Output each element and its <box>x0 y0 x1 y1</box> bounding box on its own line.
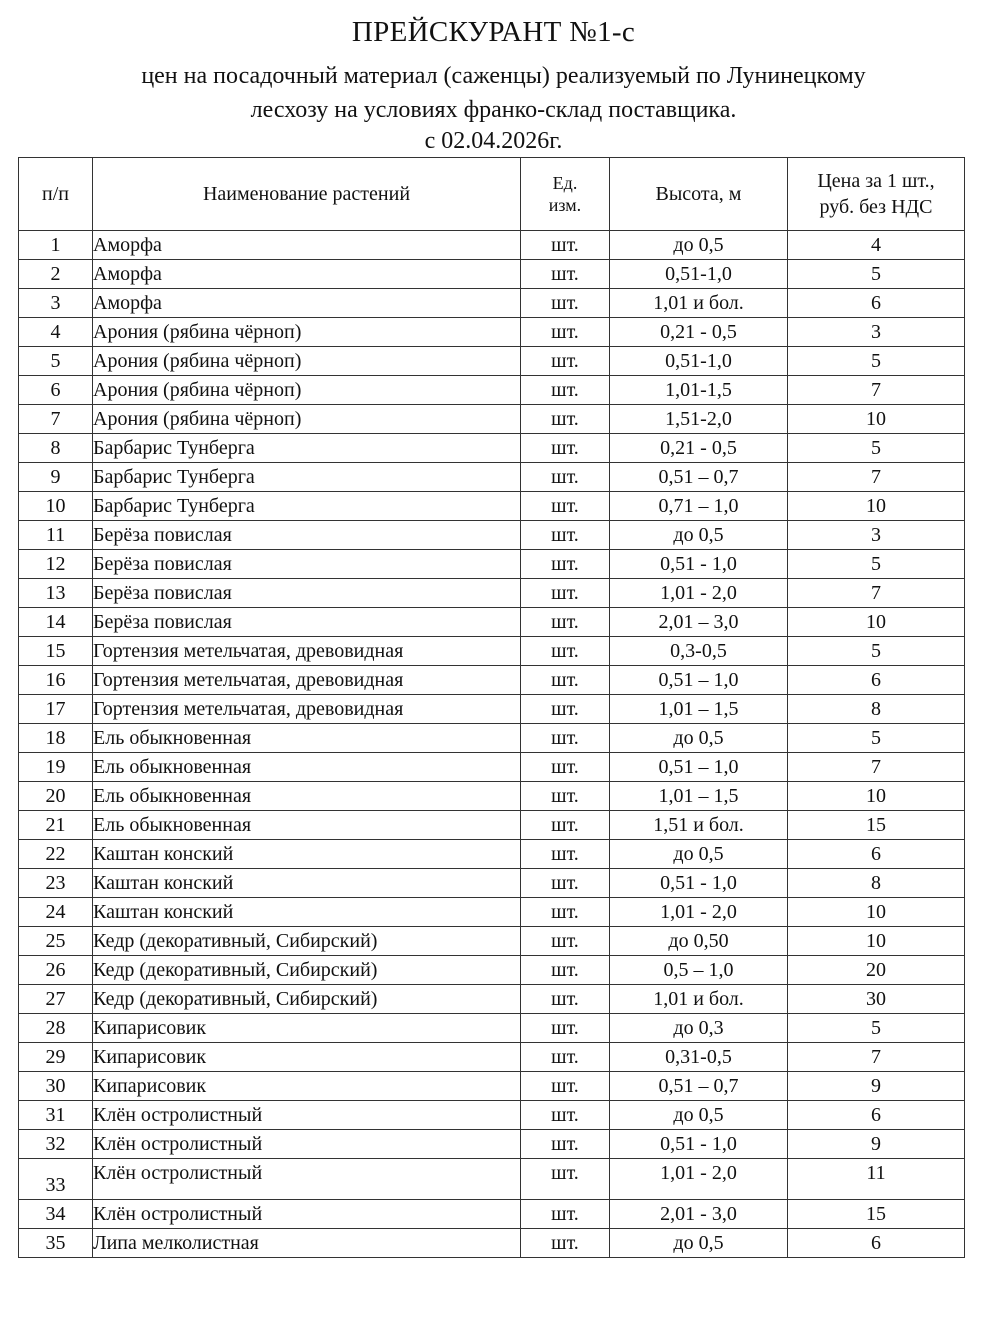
height-range-cell: 0,51 - 1,0 <box>610 550 788 579</box>
price-cell: 7 <box>788 463 965 492</box>
height-range-cell: до 0,5 <box>610 521 788 550</box>
height-range-cell: 0,21 - 0,5 <box>610 318 788 347</box>
unit-cell: шт. <box>521 1101 610 1130</box>
table-row <box>19 724 965 753</box>
table-row <box>19 1229 965 1258</box>
price-cell: 15 <box>788 811 965 840</box>
height-range-cell: 0,3-0,5 <box>610 637 788 666</box>
unit-cell: шт. <box>521 666 610 695</box>
table-row <box>19 550 965 579</box>
price-cell: 8 <box>788 695 965 724</box>
price-cell: 7 <box>788 376 965 405</box>
document-title: ПРЕЙСКУРАНТ №1-с <box>351 16 636 48</box>
plant-name-cell: Аморфа <box>93 231 521 260</box>
row-number-cell: 9 <box>19 463 93 492</box>
row-number-cell: 3 <box>19 289 93 318</box>
row-number-cell: 10 <box>19 492 93 521</box>
plant-name-cell: Берёза повислая <box>93 608 521 637</box>
height-range-cell: 0,51 – 0,7 <box>610 1072 788 1101</box>
plant-name-cell: Аморфа <box>93 289 521 318</box>
height-range-cell: 1,01 - 2,0 <box>610 579 788 608</box>
table-row <box>19 666 965 695</box>
unit-cell: шт. <box>521 492 610 521</box>
row-number-cell: 34 <box>19 1200 93 1229</box>
plant-name-cell: Барбарис Тунберга <box>93 463 521 492</box>
height-range-cell: 1,01 – 1,5 <box>610 695 788 724</box>
unit-cell: шт. <box>521 1043 610 1072</box>
unit-cell: шт. <box>521 1200 610 1229</box>
unit-cell: шт. <box>521 637 610 666</box>
price-cell: 11 <box>788 1159 965 1200</box>
row-number-cell: 1 <box>19 231 93 260</box>
price-cell: 5 <box>788 550 965 579</box>
row-number-cell: 17 <box>19 695 93 724</box>
height-range-cell: 0,21 - 0,5 <box>610 434 788 463</box>
table-row <box>19 985 965 1014</box>
plant-name-cell: Кедр (декоративный, Сибирский) <box>93 956 521 985</box>
unit-cell: шт. <box>521 231 610 260</box>
table-row <box>19 1130 965 1159</box>
row-number-cell: 26 <box>19 956 93 985</box>
height-range-cell: 1,01 - 2,0 <box>610 898 788 927</box>
price-cell: 7 <box>788 1043 965 1072</box>
row-number-cell: 14 <box>19 608 93 637</box>
unit-cell: шт. <box>521 985 610 1014</box>
plant-name-cell: Клён остролистный <box>93 1101 521 1130</box>
price-cell: 3 <box>788 318 965 347</box>
unit-cell: шт. <box>521 927 610 956</box>
table-row <box>19 434 965 463</box>
table-row <box>19 1043 965 1072</box>
table-row <box>19 405 965 434</box>
height-range-cell: 1,01 и бол. <box>610 985 788 1014</box>
plant-name-cell: Клён остролистный <box>93 1130 521 1159</box>
price-cell: 10 <box>788 405 965 434</box>
price-table-header <box>19 158 965 231</box>
height-range-cell: 0,51-1,0 <box>610 260 788 289</box>
height-range-cell: до 0,5 <box>610 231 788 260</box>
row-number-cell: 33 <box>19 1159 93 1200</box>
row-number-cell: 28 <box>19 1014 93 1043</box>
unit-cell: шт. <box>521 1130 610 1159</box>
row-number-cell: 16 <box>19 666 93 695</box>
table-row <box>19 318 965 347</box>
unit-cell: шт. <box>521 260 610 289</box>
unit-cell: шт. <box>521 521 610 550</box>
unit-cell: шт. <box>521 840 610 869</box>
plant-name-cell: Арония (рябина чёрноп) <box>93 376 521 405</box>
unit-cell: шт. <box>521 405 610 434</box>
height-range-cell: 1,51 и бол. <box>610 811 788 840</box>
height-range-cell: 1,01-1,5 <box>610 376 788 405</box>
header-num: п/п <box>19 158 93 231</box>
plant-name-cell: Кипарисовик <box>93 1014 521 1043</box>
price-table <box>18 157 965 1258</box>
row-number-cell: 25 <box>19 927 93 956</box>
price-cell: 10 <box>788 608 965 637</box>
plant-name-cell: Кипарисовик <box>93 1072 521 1101</box>
table-row <box>19 376 965 405</box>
unit-cell: шт. <box>521 956 610 985</box>
plant-name-cell: Клён остролистный <box>93 1159 521 1200</box>
row-number-cell: 24 <box>19 898 93 927</box>
table-row <box>19 1072 965 1101</box>
height-range-cell: до 0,5 <box>610 840 788 869</box>
row-number-cell: 23 <box>19 869 93 898</box>
plant-name-cell: Гортензия метельчатая, древовидная <box>93 637 521 666</box>
plant-name-cell: Каштан конский <box>93 840 521 869</box>
price-cell: 10 <box>788 782 965 811</box>
table-row <box>19 289 965 318</box>
table-row <box>19 898 965 927</box>
price-cell: 5 <box>788 434 965 463</box>
price-cell: 10 <box>788 927 965 956</box>
plant-name-cell: Ель обыкновенная <box>93 782 521 811</box>
price-cell: 6 <box>788 666 965 695</box>
unit-cell: шт. <box>521 753 610 782</box>
price-cell: 30 <box>788 985 965 1014</box>
price-cell: 15 <box>788 1200 965 1229</box>
table-row <box>19 579 965 608</box>
table-row <box>19 869 965 898</box>
price-cell: 9 <box>788 1130 965 1159</box>
height-range-cell: 0,51 – 1,0 <box>610 666 788 695</box>
price-cell: 7 <box>788 753 965 782</box>
unit-cell: шт. <box>521 434 610 463</box>
row-number-cell: 6 <box>19 376 93 405</box>
row-number-cell: 20 <box>19 782 93 811</box>
row-number-cell: 30 <box>19 1072 93 1101</box>
height-range-cell: 1,01 - 2,0 <box>610 1159 788 1200</box>
price-cell: 8 <box>788 869 965 898</box>
height-range-cell: 0,31-0,5 <box>610 1043 788 1072</box>
table-row <box>19 608 965 637</box>
height-range-cell: 1,51-2,0 <box>610 405 788 434</box>
plant-name-cell: Берёза повислая <box>93 550 521 579</box>
row-number-cell: 18 <box>19 724 93 753</box>
unit-cell: шт. <box>521 898 610 927</box>
unit-cell: шт. <box>521 695 610 724</box>
row-number-cell: 4 <box>19 318 93 347</box>
plant-name-cell: Арония (рябина чёрноп) <box>93 347 521 376</box>
plant-name-cell: Кедр (декоративный, Сибирский) <box>93 985 521 1014</box>
row-number-cell: 27 <box>19 985 93 1014</box>
plant-name-cell: Липа мелколистная <box>93 1229 521 1258</box>
price-table-body <box>19 231 965 1258</box>
price-cell: 5 <box>788 724 965 753</box>
plant-name-cell: Ель обыкновенная <box>93 753 521 782</box>
table-row <box>19 463 965 492</box>
table-row <box>19 811 965 840</box>
row-number-cell: 32 <box>19 1130 93 1159</box>
table-row <box>19 1159 965 1200</box>
table-row <box>19 1200 965 1229</box>
price-cell: 10 <box>788 492 965 521</box>
price-cell: 5 <box>788 637 965 666</box>
height-range-cell: 1,01 – 1,5 <box>610 782 788 811</box>
height-range-cell: 0,51 – 0,7 <box>610 463 788 492</box>
row-number-cell: 35 <box>19 1229 93 1258</box>
height-range-cell: до 0,5 <box>610 1229 788 1258</box>
table-row <box>19 927 965 956</box>
unit-cell: шт. <box>521 1014 610 1043</box>
height-range-cell: 0,51 - 1,0 <box>610 1130 788 1159</box>
plant-name-cell: Арония (рябина чёрноп) <box>93 405 521 434</box>
height-range-cell: 2,01 – 3,0 <box>610 608 788 637</box>
unit-cell: шт. <box>521 550 610 579</box>
height-range-cell: до 0,50 <box>610 927 788 956</box>
price-cell: 10 <box>788 898 965 927</box>
effective-date: с 02.04.2026г. <box>424 128 563 154</box>
price-cell: 5 <box>788 260 965 289</box>
price-cell: 20 <box>788 956 965 985</box>
header-row <box>19 158 965 231</box>
header-unit: Ед. изм. <box>521 158 610 231</box>
row-number-cell: 31 <box>19 1101 93 1130</box>
price-cell: 5 <box>788 1014 965 1043</box>
table-row <box>19 956 965 985</box>
table-row <box>19 782 965 811</box>
row-number-cell: 12 <box>19 550 93 579</box>
plant-name-cell: Гортензия метельчатая, древовидная <box>93 666 521 695</box>
unit-cell: шт. <box>521 811 610 840</box>
price-cell: 7 <box>788 579 965 608</box>
plant-name-cell: Каштан конский <box>93 898 521 927</box>
subtitle-line-1: цен на посадочный материал (саженцы) реализуемый по Лунинецкому <box>141 63 866 89</box>
row-number-cell: 2 <box>19 260 93 289</box>
unit-cell: шт. <box>521 579 610 608</box>
table-row <box>19 231 965 260</box>
header-price: Цена за 1 шт., руб. без НДС <box>788 158 965 231</box>
height-range-cell: 1,01 и бол. <box>610 289 788 318</box>
height-range-cell: 0,51 - 1,0 <box>610 869 788 898</box>
price-cell: 6 <box>788 840 965 869</box>
plant-name-cell: Кедр (декоративный, Сибирский) <box>93 927 521 956</box>
price-cell: 6 <box>788 289 965 318</box>
table-row <box>19 492 965 521</box>
price-cell: 9 <box>788 1072 965 1101</box>
plant-name-cell: Ель обыкновенная <box>93 811 521 840</box>
row-number-cell: 21 <box>19 811 93 840</box>
plant-name-cell: Ель обыкновенная <box>93 724 521 753</box>
unit-cell: шт. <box>521 869 610 898</box>
table-row <box>19 840 965 869</box>
height-range-cell: до 0,3 <box>610 1014 788 1043</box>
table-row <box>19 695 965 724</box>
plant-name-cell: Гортензия метельчатая, древовидная <box>93 695 521 724</box>
table-row <box>19 637 965 666</box>
unit-cell: шт. <box>521 1072 610 1101</box>
row-number-cell: 5 <box>19 347 93 376</box>
row-number-cell: 13 <box>19 579 93 608</box>
row-number-cell: 8 <box>19 434 93 463</box>
price-cell: 6 <box>788 1101 965 1130</box>
height-range-cell: 2,01 - 3,0 <box>610 1200 788 1229</box>
unit-cell: шт. <box>521 289 610 318</box>
unit-cell: шт. <box>521 376 610 405</box>
unit-cell: шт. <box>521 608 610 637</box>
header-name: Наименование растений <box>93 158 521 231</box>
unit-cell: шт. <box>521 347 610 376</box>
height-range-cell: 0,71 – 1,0 <box>610 492 788 521</box>
header-height: Высота, м <box>610 158 788 231</box>
unit-cell: шт. <box>521 1229 610 1258</box>
height-range-cell: 0,51 – 1,0 <box>610 753 788 782</box>
subtitle-line-2: лесхозу на условиях франко-склад поставщика. <box>250 97 737 123</box>
table-row <box>19 347 965 376</box>
unit-cell: шт. <box>521 782 610 811</box>
unit-cell: шт. <box>521 1159 610 1200</box>
table-row <box>19 260 965 289</box>
unit-cell: шт. <box>521 463 610 492</box>
price-cell: 3 <box>788 521 965 550</box>
height-range-cell: до 0,5 <box>610 1101 788 1130</box>
height-range-cell: до 0,5 <box>610 724 788 753</box>
plant-name-cell: Каштан конский <box>93 869 521 898</box>
plant-name-cell: Берёза повислая <box>93 579 521 608</box>
row-number-cell: 15 <box>19 637 93 666</box>
price-cell: 4 <box>788 231 965 260</box>
plant-name-cell: Арония (рябина чёрноп) <box>93 318 521 347</box>
row-number-cell: 7 <box>19 405 93 434</box>
unit-cell: шт. <box>521 318 610 347</box>
price-cell: 5 <box>788 347 965 376</box>
row-number-cell: 29 <box>19 1043 93 1072</box>
plant-name-cell: Барбарис Тунберга <box>93 492 521 521</box>
plant-name-cell: Аморфа <box>93 260 521 289</box>
unit-cell: шт. <box>521 724 610 753</box>
row-number-cell: 22 <box>19 840 93 869</box>
plant-name-cell: Клён остролистный <box>93 1200 521 1229</box>
plant-name-cell: Барбарис Тунберга <box>93 434 521 463</box>
height-range-cell: 0,5 – 1,0 <box>610 956 788 985</box>
row-number-cell: 11 <box>19 521 93 550</box>
plant-name-cell: Кипарисовик <box>93 1043 521 1072</box>
table-row <box>19 521 965 550</box>
table-row <box>19 753 965 782</box>
row-number-cell: 19 <box>19 753 93 782</box>
price-cell: 6 <box>788 1229 965 1258</box>
plant-name-cell: Берёза повислая <box>93 521 521 550</box>
table-row <box>19 1101 965 1130</box>
table-row <box>19 1014 965 1043</box>
height-range-cell: 0,51-1,0 <box>610 347 788 376</box>
